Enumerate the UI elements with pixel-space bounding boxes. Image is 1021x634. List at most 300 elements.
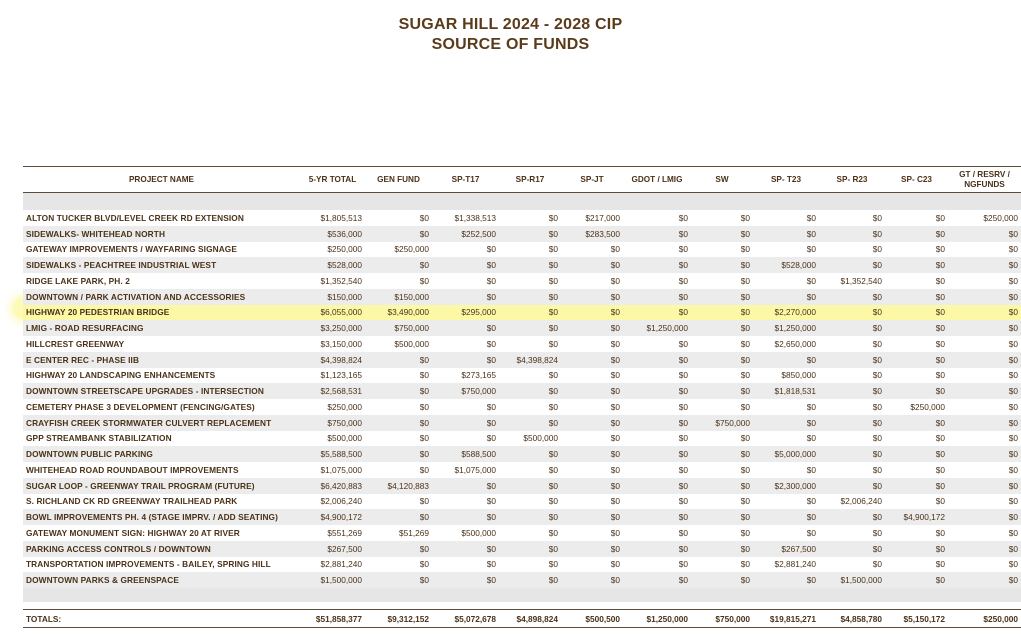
amount-cell: $0 bbox=[691, 289, 753, 305]
amount-cell: $1,500,000 bbox=[300, 572, 365, 588]
amount-cell: $0 bbox=[678, 496, 688, 507]
amount-cell: $0 bbox=[548, 496, 558, 507]
amount-cell: $1,123,165 bbox=[320, 370, 362, 381]
amount-cell: $0 bbox=[486, 401, 496, 412]
totals-gap bbox=[23, 602, 1021, 610]
amount-cell: $0 bbox=[872, 244, 882, 255]
table-row bbox=[23, 509, 1021, 525]
amount-cell: $150,000 bbox=[365, 289, 432, 305]
amount-cell: $6,055,000 bbox=[300, 305, 365, 321]
amount-cell: $1,338,513 bbox=[454, 212, 496, 223]
amount-cell: $0 bbox=[948, 415, 1021, 431]
amount-cell: $0 bbox=[365, 415, 432, 431]
amount-cell: $500,000 bbox=[394, 338, 429, 349]
amount-cell: $0 bbox=[819, 541, 885, 557]
table-row bbox=[23, 320, 1021, 336]
amount-cell: $0 bbox=[885, 446, 948, 462]
amount-cell: $0 bbox=[691, 320, 753, 336]
amount-cell: $2,006,240 bbox=[840, 496, 882, 507]
amount-cell: $0 bbox=[623, 352, 691, 368]
total-amount-cell: $4,858,780 bbox=[819, 610, 885, 628]
amount-cell: $0 bbox=[948, 509, 1021, 525]
project-name-cell: CRAYFISH CREEK STORMWATER CULVERT REPLACEMENT bbox=[23, 415, 300, 431]
total-amount-cell: $5,072,678 bbox=[432, 610, 499, 628]
amount-cell: $1,075,000 bbox=[320, 464, 362, 475]
amount-cell: $0 bbox=[691, 305, 753, 321]
amount-cell: $0 bbox=[561, 572, 623, 588]
table-row bbox=[23, 431, 1021, 447]
amount-cell: $0 bbox=[548, 370, 558, 381]
amount-cell: $0 bbox=[623, 257, 691, 273]
amount-cell: $0 bbox=[432, 541, 499, 557]
amount-cell: $0 bbox=[740, 244, 750, 255]
amount-cell: $0 bbox=[678, 338, 688, 349]
amount-cell: $0 bbox=[740, 370, 750, 381]
amount-cell: $0 bbox=[419, 433, 429, 444]
amount-cell: $0 bbox=[1008, 464, 1018, 475]
amount-cell: $0 bbox=[623, 289, 691, 305]
amount-cell: $0 bbox=[819, 352, 885, 368]
amount-cell: $0 bbox=[885, 257, 948, 273]
amount-cell: $0 bbox=[623, 226, 691, 242]
amount-cell: $0 bbox=[948, 305, 1021, 321]
amount-cell: $0 bbox=[948, 478, 1021, 494]
amount-cell: $0 bbox=[499, 572, 561, 588]
amount-cell: $0 bbox=[432, 352, 499, 368]
project-name-cell: CEMETERY PHASE 3 DEVELOPMENT (FENCING/GATES) bbox=[26, 401, 255, 412]
amount-cell: $0 bbox=[561, 305, 623, 321]
amount-cell: $0 bbox=[806, 433, 816, 444]
amount-cell: $0 bbox=[499, 541, 561, 557]
amount-cell: $217,000 bbox=[585, 212, 620, 223]
amount-cell: $4,900,172 bbox=[885, 509, 948, 525]
amount-cell: $0 bbox=[1008, 433, 1018, 444]
amount-cell: $0 bbox=[740, 527, 750, 538]
amount-cell: $250,000 bbox=[983, 212, 1018, 223]
amount-cell: $0 bbox=[806, 496, 816, 507]
table-row bbox=[23, 383, 1021, 399]
amount-cell: $0 bbox=[740, 559, 750, 570]
amount-cell: $0 bbox=[365, 541, 432, 557]
amount-cell: $0 bbox=[548, 401, 558, 412]
amount-cell: $0 bbox=[610, 464, 620, 475]
amount-cell: $0 bbox=[419, 496, 429, 507]
amount-cell: $0 bbox=[623, 446, 691, 462]
table-row bbox=[23, 494, 1021, 510]
highlighted-table-row bbox=[23, 305, 1021, 321]
amount-cell: $0 bbox=[819, 289, 885, 305]
amount-cell: $0 bbox=[610, 433, 620, 444]
amount-cell: $0 bbox=[678, 370, 688, 381]
amount-cell: $0 bbox=[948, 541, 1021, 557]
project-name-cell: BOWL IMPROVEMENTS PH. 4 (STAGE IMPRV. / ADD SEATING) bbox=[23, 509, 300, 525]
amount-cell: $0 bbox=[432, 320, 499, 336]
table-row bbox=[23, 399, 1021, 415]
amount-cell: $0 bbox=[935, 275, 945, 286]
amount-cell: $0 bbox=[885, 352, 948, 368]
amount-cell: $0 bbox=[499, 383, 561, 399]
amount-cell: $0 bbox=[691, 446, 753, 462]
amount-cell: $0 bbox=[486, 275, 496, 286]
amount-cell: $0 bbox=[561, 478, 623, 494]
project-name-cell: DOWNTOWN / PARK ACTIVATION AND ACCESSORIES bbox=[23, 289, 300, 305]
column-header: SP- R23 bbox=[819, 167, 885, 193]
amount-cell: $0 bbox=[432, 572, 499, 588]
column-header: GT / RESRV / NGFUNDS bbox=[948, 167, 1021, 193]
amount-cell: $0 bbox=[753, 415, 819, 431]
project-name-cell: LMIG - ROAD RESURFACING bbox=[23, 320, 300, 336]
column-header: GDOT / LMIG bbox=[623, 167, 691, 193]
amount-cell: $750,000 bbox=[432, 383, 499, 399]
amount-cell: $0 bbox=[499, 509, 561, 525]
amount-cell: $0 bbox=[610, 496, 620, 507]
amount-cell: $0 bbox=[486, 496, 496, 507]
amount-cell: $0 bbox=[753, 509, 819, 525]
amount-cell: $0 bbox=[691, 541, 753, 557]
table-row bbox=[23, 257, 1021, 273]
amount-cell: $0 bbox=[885, 415, 948, 431]
amount-cell: $0 bbox=[1008, 401, 1018, 412]
amount-cell: $0 bbox=[610, 559, 620, 570]
amount-cell: $1,250,000 bbox=[623, 320, 691, 336]
amount-cell: $2,270,000 bbox=[753, 305, 819, 321]
amount-cell: $250,000 bbox=[910, 401, 945, 412]
amount-cell: $0 bbox=[419, 464, 429, 475]
amount-cell: $0 bbox=[872, 433, 882, 444]
amount-cell: $1,500,000 bbox=[819, 572, 885, 588]
amount-cell: $0 bbox=[499, 415, 561, 431]
amount-cell: $0 bbox=[1008, 275, 1018, 286]
title-line-1: SUGAR HILL 2024 - 2028 CIP bbox=[398, 16, 623, 33]
amount-cell: $250,000 bbox=[327, 244, 362, 255]
amount-cell: $0 bbox=[740, 275, 750, 286]
table-row bbox=[23, 336, 1021, 352]
table-row bbox=[23, 352, 1021, 368]
amount-cell: $750,000 bbox=[365, 320, 432, 336]
amount-cell: $0 bbox=[948, 257, 1021, 273]
amount-cell: $0 bbox=[753, 289, 819, 305]
amount-cell: $0 bbox=[740, 496, 750, 507]
amount-cell: $0 bbox=[691, 226, 753, 242]
amount-cell: $0 bbox=[548, 527, 558, 538]
amount-cell: $0 bbox=[432, 257, 499, 273]
amount-cell: $0 bbox=[365, 509, 432, 525]
amount-cell: $500,000 bbox=[523, 433, 558, 444]
amount-cell: $0 bbox=[691, 383, 753, 399]
amount-cell: $0 bbox=[935, 433, 945, 444]
amount-cell: $0 bbox=[872, 527, 882, 538]
amount-cell: $0 bbox=[365, 226, 432, 242]
table-row bbox=[23, 462, 1021, 478]
amount-cell: $0 bbox=[623, 415, 691, 431]
amount-cell: $0 bbox=[678, 559, 688, 570]
project-name-cell: WHITEHEAD ROAD ROUNDABOUT IMPROVEMENTS bbox=[26, 464, 239, 475]
source-of-funds-table bbox=[23, 166, 1021, 628]
project-name-cell: DOWNTOWN PUBLIC PARKING bbox=[23, 446, 300, 462]
project-name-cell: RIDGE LAKE PARK, PH. 2 bbox=[26, 275, 130, 286]
amount-cell: $528,000 bbox=[300, 257, 365, 273]
amount-cell: $0 bbox=[935, 244, 945, 255]
amount-cell: $0 bbox=[740, 433, 750, 444]
amount-cell: $0 bbox=[885, 320, 948, 336]
amount-cell: $0 bbox=[486, 433, 496, 444]
amount-cell: $2,881,240 bbox=[774, 559, 816, 570]
amount-cell: $0 bbox=[365, 383, 432, 399]
amount-cell: $1,075,000 bbox=[454, 464, 496, 475]
project-name-cell: SIDEWALKS - PEACHTREE INDUSTRIAL WEST bbox=[23, 257, 300, 273]
amount-cell: $2,300,000 bbox=[753, 478, 819, 494]
amount-cell: $0 bbox=[419, 559, 429, 570]
project-name-cell: E CENTER REC - PHASE IIB bbox=[23, 352, 300, 368]
amount-cell: $0 bbox=[885, 289, 948, 305]
amount-cell: $0 bbox=[1008, 338, 1018, 349]
amount-cell: $0 bbox=[806, 244, 816, 255]
amount-cell: $0 bbox=[885, 572, 948, 588]
amount-cell: $0 bbox=[806, 401, 816, 412]
amount-cell: $1,805,513 bbox=[320, 212, 362, 223]
amount-cell: $0 bbox=[819, 446, 885, 462]
amount-cell: $0 bbox=[819, 257, 885, 273]
amount-cell: $0 bbox=[623, 305, 691, 321]
project-name-cell: PARKING ACCESS CONTROLS / DOWNTOWN bbox=[23, 541, 300, 557]
amount-cell: $0 bbox=[935, 559, 945, 570]
amount-cell: $0 bbox=[419, 401, 429, 412]
amount-cell: $0 bbox=[1008, 244, 1018, 255]
table-row bbox=[23, 415, 1021, 431]
amount-cell: $0 bbox=[548, 464, 558, 475]
title-line-2: SOURCE OF FUNDS bbox=[431, 36, 590, 53]
amount-cell: $0 bbox=[561, 257, 623, 273]
table-row bbox=[23, 541, 1021, 557]
amount-cell: $0 bbox=[819, 305, 885, 321]
amount-cell: $0 bbox=[419, 212, 429, 223]
amount-cell: $0 bbox=[935, 370, 945, 381]
amount-cell: $0 bbox=[499, 257, 561, 273]
amount-cell: $0 bbox=[610, 338, 620, 349]
amount-cell: $0 bbox=[1008, 559, 1018, 570]
amount-cell: $0 bbox=[935, 338, 945, 349]
amount-cell: $536,000 bbox=[300, 226, 365, 242]
column-header: SW bbox=[691, 167, 753, 193]
total-amount-cell: $750,000 bbox=[691, 610, 753, 628]
column-header: PROJECT NAME bbox=[23, 167, 300, 193]
amount-cell: $250,000 bbox=[327, 401, 362, 412]
amount-cell: $0 bbox=[885, 541, 948, 557]
project-name-cell: HIGHWAY 20 LANDSCAPING ENHANCEMENTS bbox=[26, 370, 216, 381]
amount-cell: $0 bbox=[610, 275, 620, 286]
amount-cell: $0 bbox=[623, 572, 691, 588]
amount-cell: $0 bbox=[561, 289, 623, 305]
amount-cell: $0 bbox=[948, 446, 1021, 462]
amount-cell: $267,500 bbox=[300, 541, 365, 557]
amount-cell: $150,000 bbox=[300, 289, 365, 305]
amount-cell: $4,398,824 bbox=[499, 352, 561, 368]
column-header: SP-JT bbox=[561, 167, 623, 193]
amount-cell: $0 bbox=[1008, 496, 1018, 507]
table-row bbox=[23, 525, 1021, 541]
project-name-cell: GATEWAY IMPROVEMENTS / WAYFARING SIGNAGE bbox=[26, 244, 237, 255]
amount-cell: $0 bbox=[691, 572, 753, 588]
amount-cell: $0 bbox=[432, 289, 499, 305]
amount-cell: $0 bbox=[935, 496, 945, 507]
amount-cell: $0 bbox=[691, 478, 753, 494]
table-row bbox=[23, 289, 1021, 305]
amount-cell: $0 bbox=[623, 509, 691, 525]
amount-cell: $0 bbox=[740, 464, 750, 475]
amount-cell: $0 bbox=[885, 383, 948, 399]
amount-cell: $0 bbox=[610, 401, 620, 412]
amount-cell: $0 bbox=[819, 226, 885, 242]
column-header: SP- C23 bbox=[885, 167, 948, 193]
amount-cell: $5,588,500 bbox=[300, 446, 365, 462]
amount-cell: $0 bbox=[678, 464, 688, 475]
table-row bbox=[23, 242, 1021, 258]
amount-cell: $0 bbox=[432, 478, 499, 494]
amount-cell: $0 bbox=[678, 275, 688, 286]
amount-cell: $0 bbox=[819, 383, 885, 399]
amount-cell: $0 bbox=[740, 212, 750, 223]
amount-cell: $0 bbox=[819, 415, 885, 431]
amount-cell: $0 bbox=[623, 383, 691, 399]
amount-cell: $0 bbox=[806, 464, 816, 475]
amount-cell: $0 bbox=[948, 383, 1021, 399]
amount-cell: $250,000 bbox=[394, 244, 429, 255]
project-name-cell: TRANSPORTATION IMPROVEMENTS - BAILEY, SPRING HILL bbox=[26, 559, 271, 570]
amount-cell: $0 bbox=[819, 478, 885, 494]
amount-cell: $0 bbox=[885, 226, 948, 242]
project-name-cell: DOWNTOWN STREETSCAPE UPGRADES - INTERSECTION bbox=[23, 383, 300, 399]
total-amount-cell: $19,815,271 bbox=[753, 610, 819, 628]
project-name-cell: ALTON TUCKER BLVD/LEVEL CREEK RD EXTENSION bbox=[26, 212, 244, 223]
totals-spacer bbox=[23, 588, 1021, 602]
total-amount-cell: $500,500 bbox=[561, 610, 623, 628]
amount-cell: $0 bbox=[935, 212, 945, 223]
amount-cell: $0 bbox=[806, 212, 816, 223]
amount-cell: $0 bbox=[561, 541, 623, 557]
amount-cell: $5,000,000 bbox=[753, 446, 819, 462]
amount-cell: $0 bbox=[819, 320, 885, 336]
amount-cell: $1,352,540 bbox=[320, 275, 362, 286]
amount-cell: $273,165 bbox=[461, 370, 496, 381]
amount-cell: $0 bbox=[365, 572, 432, 588]
table-row bbox=[23, 572, 1021, 588]
amount-cell: $528,000 bbox=[753, 257, 819, 273]
amount-cell: $0 bbox=[678, 401, 688, 412]
amount-cell: $4,900,172 bbox=[300, 509, 365, 525]
amount-cell: $0 bbox=[691, 509, 753, 525]
table-header-row bbox=[23, 167, 1021, 193]
amount-cell: $0 bbox=[935, 464, 945, 475]
amount-cell: $0 bbox=[419, 370, 429, 381]
amount-cell: $0 bbox=[623, 478, 691, 494]
amount-cell: $750,000 bbox=[691, 415, 753, 431]
amount-cell: $2,650,000 bbox=[774, 338, 816, 349]
amount-cell: $0 bbox=[419, 275, 429, 286]
amount-cell: $0 bbox=[948, 352, 1021, 368]
amount-cell: $51,269 bbox=[399, 527, 429, 538]
amount-cell: $0 bbox=[561, 446, 623, 462]
total-amount-cell: $5,150,172 bbox=[885, 610, 948, 628]
project-name-cell: HILLCREST GREENWAY bbox=[26, 338, 125, 349]
amount-cell: $0 bbox=[548, 275, 558, 286]
amount-cell: $0 bbox=[872, 370, 882, 381]
amount-cell: $0 bbox=[486, 338, 496, 349]
amount-cell: $0 bbox=[948, 572, 1021, 588]
project-name-cell: HIGHWAY 20 PEDESTRIAN BRIDGE bbox=[23, 305, 300, 321]
amount-cell: $0 bbox=[753, 572, 819, 588]
amount-cell: $0 bbox=[740, 401, 750, 412]
amount-cell: $0 bbox=[432, 509, 499, 525]
amount-cell: $0 bbox=[678, 244, 688, 255]
amount-cell: $2,881,240 bbox=[320, 559, 362, 570]
amount-cell: $500,000 bbox=[461, 527, 496, 538]
amount-cell: $0 bbox=[872, 401, 882, 412]
table-row bbox=[23, 273, 1021, 289]
amount-cell: $0 bbox=[561, 509, 623, 525]
amount-cell: $6,420,883 bbox=[300, 478, 365, 494]
table-row bbox=[23, 368, 1021, 384]
amount-cell: $0 bbox=[740, 338, 750, 349]
amount-cell: $750,000 bbox=[300, 415, 365, 431]
amount-cell: $0 bbox=[610, 244, 620, 255]
amount-cell: $0 bbox=[678, 433, 688, 444]
amount-cell: $850,000 bbox=[781, 370, 816, 381]
amount-cell: $0 bbox=[872, 464, 882, 475]
project-name-cell: SUGAR LOOP - GREENWAY TRAIL PROGRAM (FUTURE) bbox=[23, 478, 300, 494]
total-amount-cell: $4,898,824 bbox=[499, 610, 561, 628]
amount-cell: $295,000 bbox=[432, 305, 499, 321]
amount-cell: $0 bbox=[806, 527, 816, 538]
amount-cell: $0 bbox=[499, 226, 561, 242]
amount-cell: $0 bbox=[548, 212, 558, 223]
amount-cell: $0 bbox=[365, 352, 432, 368]
amount-cell: $0 bbox=[819, 509, 885, 525]
amount-cell: $0 bbox=[885, 478, 948, 494]
totals-label: TOTALS: bbox=[23, 610, 300, 628]
amount-cell: $0 bbox=[432, 415, 499, 431]
report-title bbox=[0, 15, 1021, 55]
amount-cell: $1,818,531 bbox=[753, 383, 819, 399]
amount-cell: $2,568,531 bbox=[300, 383, 365, 399]
amount-cell: $0 bbox=[872, 212, 882, 223]
amount-cell: $0 bbox=[885, 305, 948, 321]
amount-cell: $0 bbox=[1008, 370, 1018, 381]
amount-cell: $0 bbox=[486, 244, 496, 255]
amount-cell: $0 bbox=[691, 352, 753, 368]
amount-cell: $0 bbox=[623, 541, 691, 557]
amount-cell: $0 bbox=[948, 289, 1021, 305]
amount-cell: $0 bbox=[753, 226, 819, 242]
amount-cell: $0 bbox=[872, 559, 882, 570]
totals-row bbox=[23, 610, 1021, 628]
table-row bbox=[23, 446, 1021, 462]
table-row bbox=[23, 210, 1021, 226]
total-amount-cell: $9,312,152 bbox=[365, 610, 432, 628]
amount-cell: $0 bbox=[499, 320, 561, 336]
amount-cell: $1,250,000 bbox=[753, 320, 819, 336]
amount-cell: $0 bbox=[935, 527, 945, 538]
amount-cell: $0 bbox=[486, 559, 496, 570]
column-header: 5-YR TOTAL bbox=[300, 167, 365, 193]
amount-cell: $3,250,000 bbox=[300, 320, 365, 336]
amount-cell: $0 bbox=[753, 352, 819, 368]
column-header: SP- T23 bbox=[753, 167, 819, 193]
amount-cell: $0 bbox=[561, 415, 623, 431]
amount-cell: $0 bbox=[365, 257, 432, 273]
amount-cell: $588,500 bbox=[432, 446, 499, 462]
amount-cell: $500,000 bbox=[327, 433, 362, 444]
amount-cell: $0 bbox=[499, 289, 561, 305]
